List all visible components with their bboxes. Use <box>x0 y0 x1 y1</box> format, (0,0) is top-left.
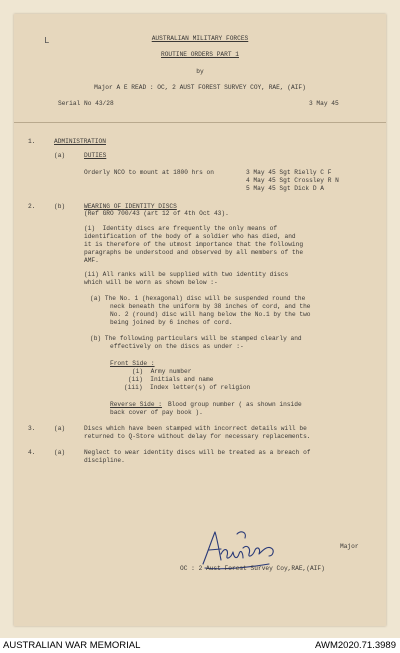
front-side-item: (ii) Initials and name <box>128 376 214 383</box>
signatory-rank: Major <box>340 543 359 550</box>
section-4-number: 4. <box>28 449 36 456</box>
paragraph-a-line: neck beneath the uniform by 38 inches of cord, and the <box>110 303 311 310</box>
paragraph-i-line: (i) Identity discs are frequently the only means of <box>84 225 278 232</box>
paragraph-b-line: (b) The following particulars will be stamped clearly and <box>90 335 302 342</box>
front-side-label: Front Side : <box>110 360 155 367</box>
paragraph-a-line: No. 2 (round) disc will hang below the No.1 by the two <box>110 311 311 318</box>
author-line: Major A E READ : OC, 2 AUST FOREST SURVEY COY, RAE, (AIF) <box>94 84 306 91</box>
front-side-item: (i) Army number <box>132 368 192 375</box>
paragraph-b-line: effectively on the discs as under :- <box>110 343 244 350</box>
section-1-sub-heading: DUTIES <box>84 152 107 159</box>
section-3-line: returned to Q-Store without delay for necessary replacements. <box>84 433 311 440</box>
duty-lead-text: Orderly NCO to mount at 1800 hrs on <box>84 169 214 176</box>
section-4-sub-letter: (a) <box>54 449 66 456</box>
paragraph-a-line: being joined by 6 inches of cord. <box>110 319 233 326</box>
footer-accession-number: AWM2020.71.3989 <box>315 640 396 651</box>
section-3-number: 3. <box>28 425 36 432</box>
paragraph-ii-line: (ii) All ranks will be supplied with two identity discs <box>84 271 289 278</box>
section-2-heading: WEARING OF IDENTITY DISCS <box>84 203 177 210</box>
section-3-line: Discs which have been stamped with incorrect details will be <box>84 425 307 432</box>
section-2-sub-letter: (b) <box>54 203 66 210</box>
section-2-number: 2. <box>28 203 36 210</box>
section-1-sub-letter: (a) <box>54 152 66 159</box>
front-side-item: (iii) Index letter(s) of religion <box>124 384 251 391</box>
section-1-heading: ADMINISTRATION <box>54 138 106 145</box>
reverse-side-text: Blood group number ( as shown inside <box>168 401 302 408</box>
by-line: by <box>196 68 204 75</box>
paragraph-i-line: paragraphs be understood and observed by all members of the <box>84 249 304 256</box>
document-subtitle: ROUTINE ORDERS PART 1 <box>161 51 239 58</box>
paragraph-i-line: AMF. <box>84 257 99 264</box>
header-divider <box>14 122 386 123</box>
archive-footer <box>0 638 400 653</box>
reverse-side-text: back cover of pay book ). <box>110 409 203 416</box>
footer-institution: AUSTRALIAN WAR MEMORIAL <box>3 640 141 651</box>
document-date: 3 May 45 <box>309 100 339 107</box>
paragraph-i-line: it is therefore of the utmost importance that the following <box>84 241 304 248</box>
section-1-number: 1. <box>28 138 36 145</box>
handwritten-mark: L <box>44 36 50 46</box>
section-4-line: discipline. <box>84 457 125 464</box>
duty-roster-line: 3 May 45 Sgt Rielly C F <box>246 169 332 176</box>
serial-number: Serial No 43/28 <box>58 100 114 107</box>
paragraph-a-line: (a) The No. 1 (hexagonal) disc will be suspended round the <box>90 295 306 302</box>
signatory-unit: OC : 2 Aust Forest Survey Coy,RAE,(AIF) <box>180 565 325 572</box>
document-page <box>14 14 386 626</box>
duty-roster-line: 5 May 45 Sgt Dick D A <box>246 185 324 192</box>
paragraph-ii-line: which will be worn as shown below :- <box>84 279 218 286</box>
duty-roster-line: 4 May 45 Sgt Crossley R N <box>246 177 339 184</box>
reverse-side-label: Reverse Side : <box>110 401 162 408</box>
section-3-sub-letter: (a) <box>54 425 66 432</box>
paragraph-i-line: identification of the body of a soldier who has died, and <box>84 233 296 240</box>
document-title: AUSTRALIAN MILITARY FORCES <box>151 35 249 42</box>
section-2-reference: (Ref GRO 700/43 (art 12 of 4th Oct 43). <box>84 210 229 217</box>
section-4-line: Neglect to wear identity discs will be treated as a breach of <box>84 449 311 456</box>
